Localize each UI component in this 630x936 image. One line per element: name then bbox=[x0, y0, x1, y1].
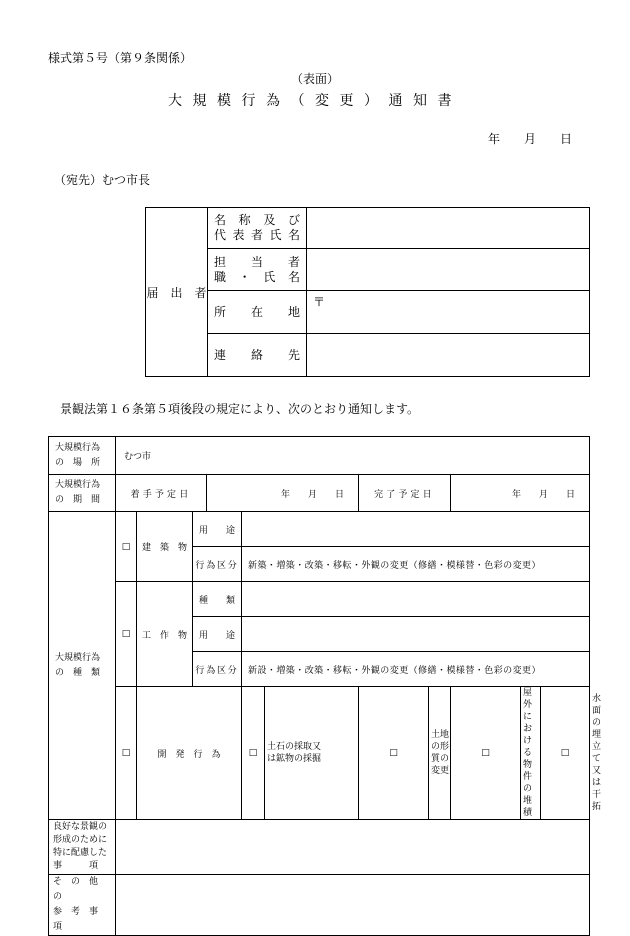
landscape-line4: 事 項 bbox=[53, 861, 99, 871]
development-label: 開 発 行 為 bbox=[137, 687, 242, 820]
contact-person-line2: 職・氏名 bbox=[214, 269, 300, 284]
landscape-line1: 良好な景観の bbox=[53, 822, 108, 832]
land-line1: 土地の形質の bbox=[431, 730, 450, 764]
notifier-table bbox=[145, 207, 590, 377]
building-act-class-label: 行為区分 bbox=[193, 547, 242, 582]
end-label: 完了予定日 bbox=[359, 475, 451, 512]
form-side: （表面） bbox=[290, 72, 339, 86]
outdoor-line2: 物件の堆積 bbox=[523, 760, 533, 818]
place-value: むつ市 bbox=[124, 452, 152, 462]
soil-label bbox=[265, 687, 359, 820]
statement: 景観法第１６条第５項後段の規定により、次のとおり通知します。 bbox=[60, 402, 420, 416]
outdoor-line1: 屋外における bbox=[523, 688, 533, 758]
place-label-1: 大規模行為 bbox=[55, 442, 101, 453]
name-rep-field[interactable] bbox=[307, 208, 590, 249]
postal-mark: 〒 bbox=[313, 295, 326, 309]
structure-type-label: 種 類 bbox=[193, 582, 242, 617]
name-rep-line1: 名称及び bbox=[214, 213, 300, 227]
building-checkbox[interactable]: □ bbox=[116, 512, 137, 582]
address-field[interactable] bbox=[307, 291, 590, 334]
contact-person-label bbox=[208, 249, 307, 291]
place-label-2: の 場 所 bbox=[55, 457, 101, 468]
notifier-group-label: 届 出 者 bbox=[146, 208, 208, 377]
landscape-line2: 形成のために bbox=[53, 835, 108, 845]
development-checkbox[interactable]: □ bbox=[116, 687, 137, 820]
other-line2: 参 考 事 項 bbox=[53, 907, 108, 932]
other-line1: そ の 他 の bbox=[53, 877, 108, 902]
landscape-line3: 特に配慮した bbox=[53, 848, 108, 858]
building-label: 建 築 物 bbox=[137, 512, 193, 582]
outdoor-label bbox=[521, 687, 541, 820]
contact-field[interactable] bbox=[307, 334, 590, 377]
start-label: 着手予定日 bbox=[116, 475, 207, 512]
contact-label: 連 絡 先 bbox=[214, 347, 300, 362]
building-act-options[interactable]: 新築・増築・改築・移転・外観の変更（修繕・模様替・色彩の変更） bbox=[242, 547, 590, 582]
kind-label bbox=[49, 512, 116, 820]
structure-checkbox[interactable]: □ bbox=[116, 582, 137, 687]
document-title: 大規模行為（変更）通知書 bbox=[168, 93, 462, 109]
water-checkbox[interactable]: □ bbox=[541, 687, 590, 820]
place-field[interactable] bbox=[116, 437, 590, 475]
address-label-cell bbox=[208, 291, 307, 334]
end-date-field[interactable]: 年 月 日 bbox=[451, 475, 590, 512]
date-line: 年 月 日 bbox=[488, 132, 573, 146]
place-label bbox=[49, 437, 116, 475]
landscape-field[interactable] bbox=[116, 820, 590, 875]
structure-use-field[interactable] bbox=[242, 617, 590, 652]
period-label bbox=[49, 475, 116, 512]
contact-person-field[interactable] bbox=[307, 249, 590, 291]
name-rep-label bbox=[208, 208, 307, 249]
action-table: 大規模行為 の 場 所 むつ市 大規模行為 の 期 間 着手予定日 年 月 日 完了予定日 年 月 日 大規模行為 の 種 類 □ 建 築 物 用 途 行為区分 新築・増築・改築・移転・外観の変更（修繕・模様替・色彩の変更） □ 工 作 物 種 類 用 途 行為区分 新設・増築・改築・移転・外観の変更（修繕・模様替・色彩の変更） □ 開 発 行 為 □ 土石の採取又 は鉱物の採掘 □ 土地の形質の 変更 □ 屋外における 物件の堆積 □ 水面の埋立て 又は干拓 良好な景観の 形成のために 特に配慮した 事 項 そ の 他 の 参 考 事 項 bbox=[48, 436, 590, 936]
start-date-field[interactable]: 年 月 日 bbox=[207, 475, 359, 512]
addressee: （宛先）むつ市長 bbox=[54, 173, 151, 187]
land-label bbox=[429, 687, 451, 820]
contact-person-line1: 担 当 者 bbox=[214, 254, 300, 269]
form-number: 様式第５号（第９条関係） bbox=[48, 51, 193, 65]
kind-label-2: の 種 類 bbox=[55, 667, 101, 678]
other-label bbox=[49, 875, 116, 936]
address-label: 所 在 地 bbox=[214, 304, 300, 319]
outdoor-checkbox[interactable]: □ bbox=[451, 687, 521, 820]
land-line2: 変更 bbox=[431, 766, 450, 776]
soil-line1: 土石の採取又 bbox=[267, 742, 322, 752]
contact-label-cell bbox=[208, 334, 307, 377]
building-use-label: 用 途 bbox=[193, 512, 242, 547]
structure-label: 工 作 物 bbox=[137, 582, 193, 687]
land-checkbox[interactable]: □ bbox=[359, 687, 429, 820]
structure-act-options[interactable]: 新設・増築・改築・移転・外観の変更（修繕・模様替・色彩の変更） bbox=[242, 652, 590, 687]
structure-use-label: 用 途 bbox=[193, 617, 242, 652]
landscape-label bbox=[49, 820, 116, 875]
building-use-field[interactable] bbox=[242, 512, 590, 547]
soil-line2: は鉱物の採掘 bbox=[267, 754, 322, 764]
soil-checkbox[interactable]: □ bbox=[242, 687, 265, 820]
structure-act-class-label: 行為区分 bbox=[193, 652, 242, 687]
period-label-2: の 期 間 bbox=[55, 495, 101, 505]
period-label-1: 大規模行為 bbox=[55, 480, 101, 490]
kind-label-1: 大規模行為 bbox=[55, 652, 101, 663]
structure-type-field[interactable] bbox=[242, 582, 590, 617]
name-rep-line2: 代表者氏名 bbox=[214, 228, 300, 242]
other-field[interactable] bbox=[116, 875, 590, 936]
